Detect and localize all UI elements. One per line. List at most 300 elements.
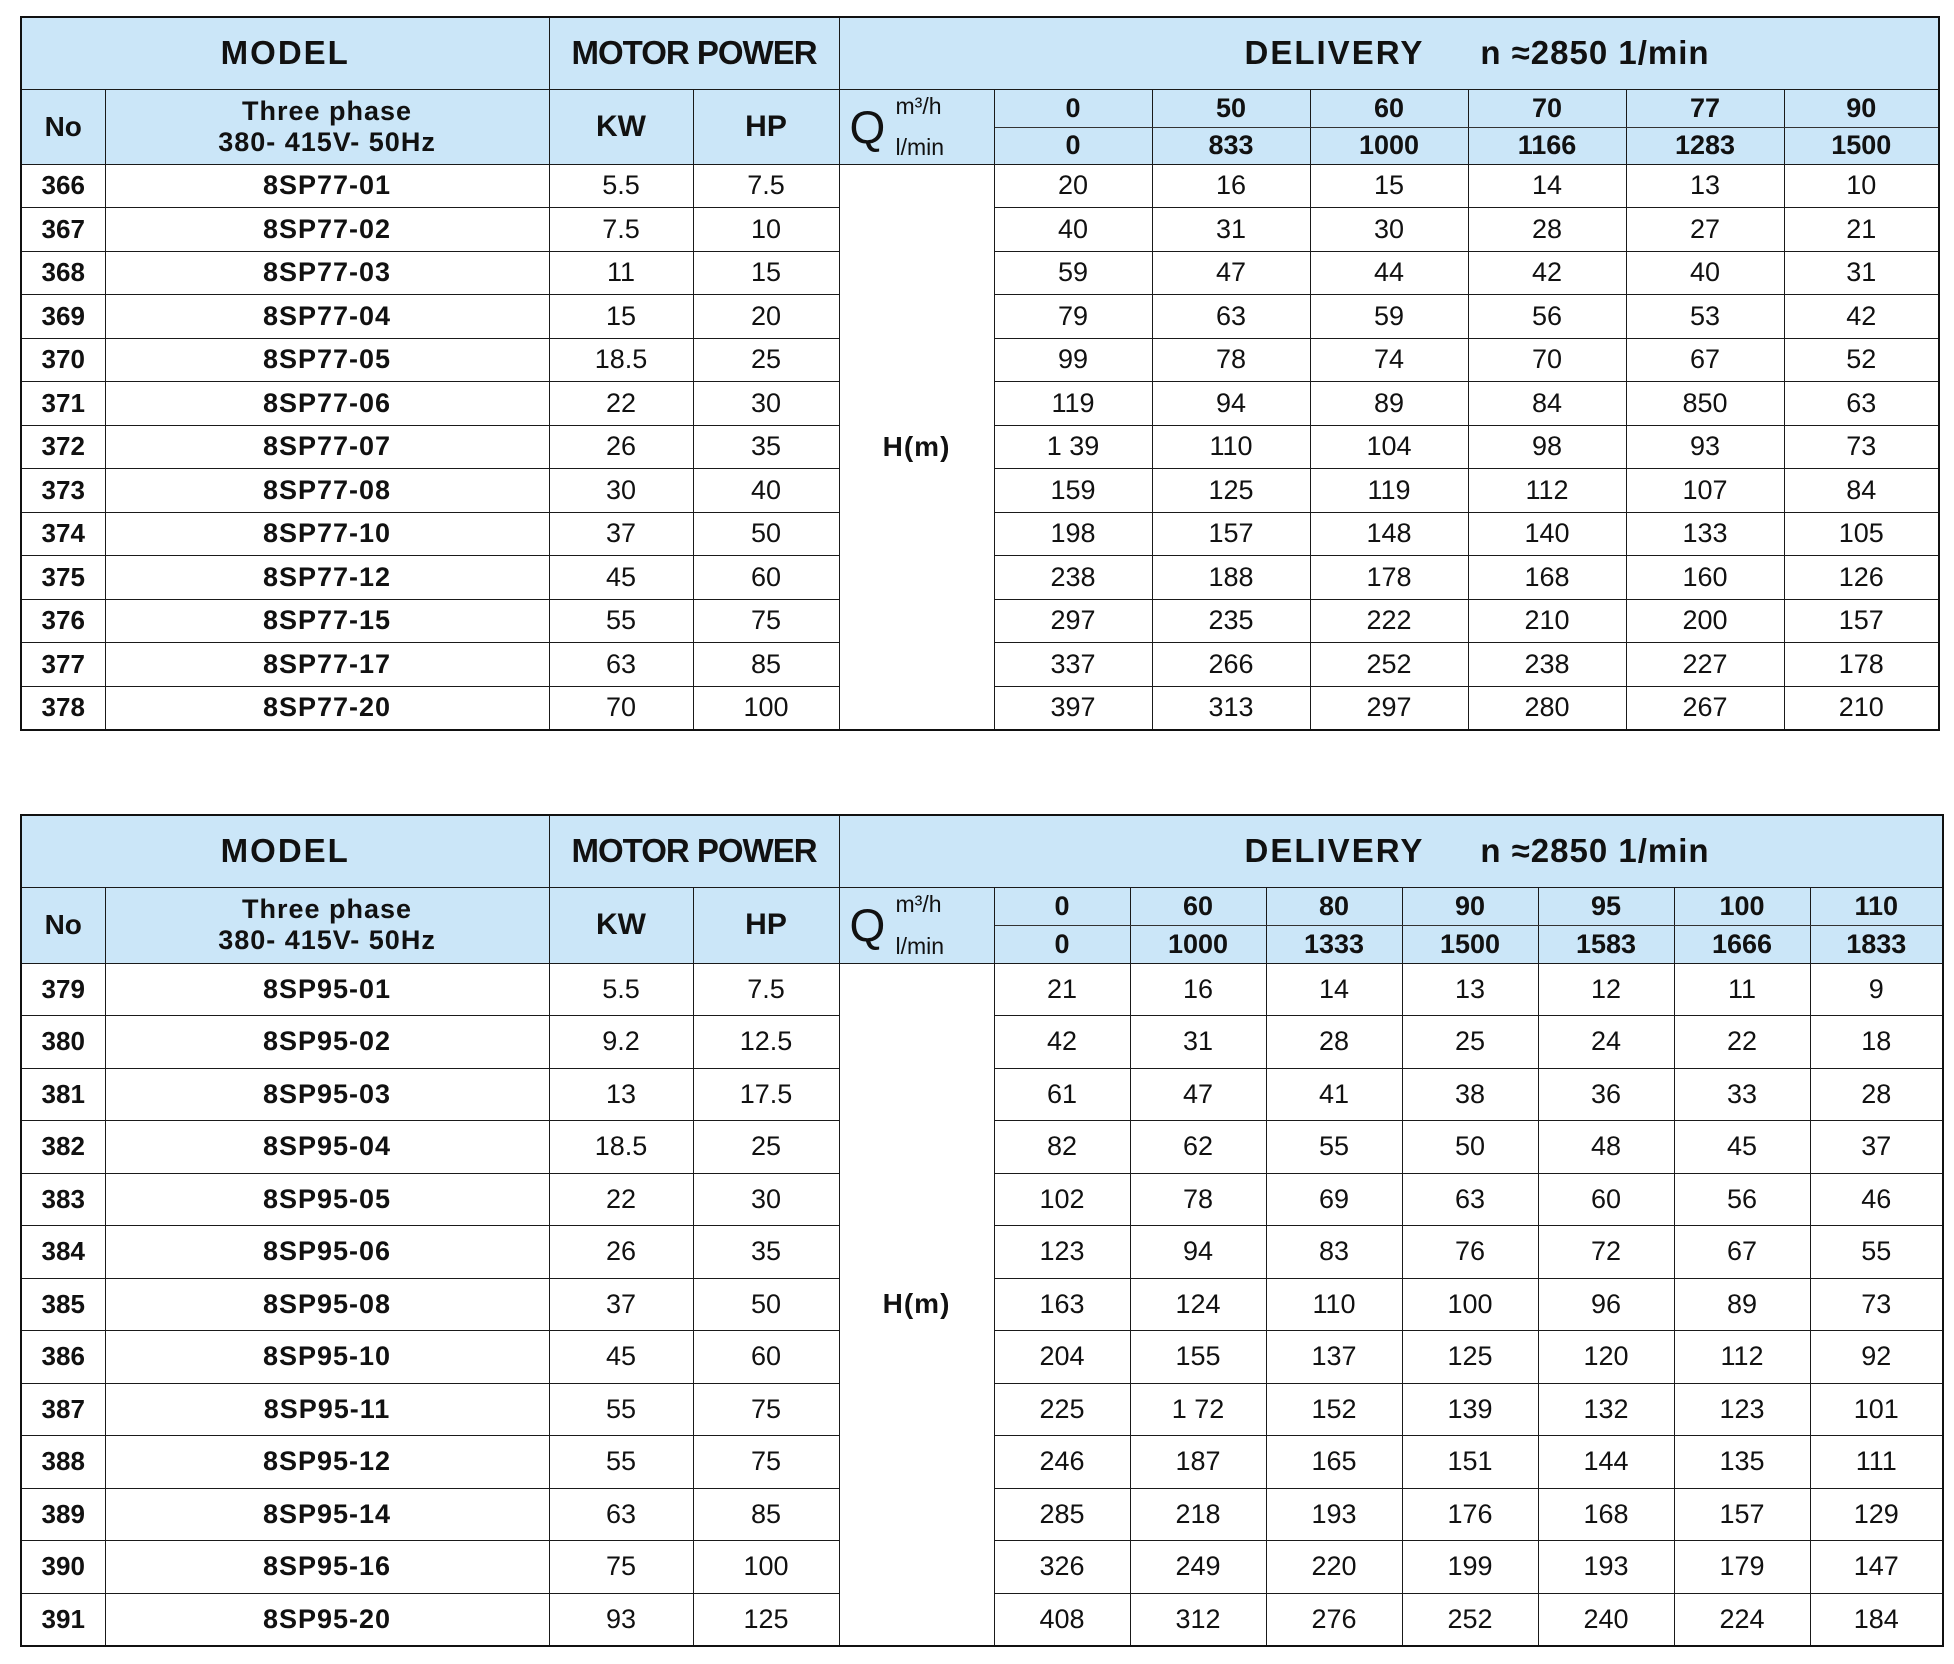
head-value: 45 [1674,1121,1810,1174]
head-value: 155 [1130,1331,1266,1384]
head-value: 31 [1784,251,1939,295]
head-value: 133 [1626,512,1784,556]
head-value: 120 [1538,1331,1674,1384]
head-value: 72 [1538,1226,1674,1279]
row-model: 8SP77-15 [105,599,549,643]
row-model: 8SP77-02 [105,208,549,252]
head-value: 204 [994,1331,1130,1384]
speed-label: n ≈2850 1/min [1480,832,1710,870]
head-value: 36 [1538,1068,1674,1121]
head-value: 69 [1266,1173,1402,1226]
head-value: 93 [1626,425,1784,469]
row-hp: 30 [693,382,839,426]
row-hp: 25 [693,1121,839,1174]
head-value: 59 [1310,295,1468,339]
head-value: 31 [1130,1016,1266,1069]
head-value: 78 [1130,1173,1266,1226]
head-value: 111 [1810,1436,1943,1489]
head-value: 37 [1810,1121,1943,1174]
row-kw: 26 [549,425,693,469]
kw-header: KW [549,89,693,164]
head-value: 139 [1402,1383,1538,1436]
flow-m3h-cell: 60 [1130,887,1266,925]
speed-label: n ≈2850 1/min [1480,34,1710,72]
row-model: 8SP95-12 [105,1436,549,1489]
flow-lmin-cell: 1000 [1130,925,1266,963]
row-hp: 7.5 [693,963,839,1016]
head-value: 55 [1810,1226,1943,1279]
row-model: 8SP77-20 [105,686,549,730]
head-value: 152 [1266,1383,1402,1436]
row-kw: 9.2 [549,1016,693,1069]
flow-lmin-cell: 1000 [1310,127,1468,164]
head-value: 179 [1674,1541,1810,1594]
row-hp: 12.5 [693,1016,839,1069]
pump-table-8sp77 [20,16,1940,731]
head-value: 9 [1810,963,1943,1016]
row-kw: 18.5 [549,1121,693,1174]
phase-header [105,887,549,963]
head-value: 151 [1402,1436,1538,1489]
head-value: 16 [1130,963,1266,1016]
head-value: 92 [1810,1331,1943,1384]
head-value: 31 [1152,208,1310,252]
row-kw: 55 [549,1436,693,1489]
row-no: 387 [21,1383,105,1436]
row-kw: 45 [549,1331,693,1384]
head-value: 159 [994,469,1152,513]
row-kw: 11 [549,251,693,295]
head-value: 112 [1468,469,1626,513]
row-kw: 93 [549,1593,693,1646]
row-no: 388 [21,1436,105,1489]
head-value: 132 [1538,1383,1674,1436]
row-kw: 37 [549,1278,693,1331]
row-hp: 125 [693,1593,839,1646]
head-value: 100 [1402,1278,1538,1331]
head-value: 168 [1468,556,1626,600]
head-value: 14 [1468,164,1626,208]
flow-lmin-cell: 1833 [1810,925,1943,963]
flow-lmin-cell: 0 [994,127,1152,164]
head-value: 42 [1784,295,1939,339]
row-kw: 75 [549,1541,693,1594]
row-model: 8SP95-08 [105,1278,549,1331]
row-hp: 100 [693,686,839,730]
flow-lmin-cell: 1283 [1626,127,1784,164]
row-hp: 85 [693,643,839,687]
row-hp: 17.5 [693,1068,839,1121]
head-value: 13 [1402,963,1538,1016]
head-value: 280 [1468,686,1626,730]
q-symbol: Q [849,899,886,951]
row-model: 8SP77-05 [105,338,549,382]
head-value: 96 [1538,1278,1674,1331]
head-value: 46 [1810,1173,1943,1226]
head-value: 168 [1538,1488,1674,1541]
row-model: 8SP95-03 [105,1068,549,1121]
head-value: 188 [1152,556,1310,600]
head-value: 41 [1266,1068,1402,1121]
head-value: 227 [1626,643,1784,687]
row-no: 386 [21,1331,105,1384]
row-no: 382 [21,1121,105,1174]
flow-lmin-cell: 1500 [1402,925,1538,963]
phase-line-2: 380- 415V- 50Hz [218,126,436,157]
head-value: 21 [994,963,1130,1016]
head-value: 56 [1468,295,1626,339]
head-value: 125 [1152,469,1310,513]
flow-lmin-cell: 1666 [1674,925,1810,963]
head-value: 267 [1626,686,1784,730]
model-header: MODEL [21,815,549,887]
table-row [21,164,1939,208]
head-value: 148 [1310,512,1468,556]
head-value: 47 [1130,1068,1266,1121]
head-value: 101 [1810,1383,1943,1436]
head-value: 123 [994,1226,1130,1279]
row-hp: 75 [693,1436,839,1489]
head-value: 98 [1468,425,1626,469]
flow-m3h-cell: 80 [1266,887,1402,925]
phase-header [105,89,549,164]
head-value: 13 [1626,164,1784,208]
row-hp: 20 [693,295,839,339]
head-value: 110 [1266,1278,1402,1331]
model-header: MODEL [21,17,549,89]
row-kw: 63 [549,1488,693,1541]
row-hp: 75 [693,599,839,643]
q-symbol: Q [849,100,886,153]
row-model: 8SP77-07 [105,425,549,469]
flow-unit-header [839,89,994,164]
head-value: 240 [1538,1593,1674,1646]
row-no: 368 [21,251,105,295]
head-label: H(m) [839,963,994,1646]
unit-m3h: m³/h [895,92,942,119]
row-model: 8SP95-02 [105,1016,549,1069]
head-value: 28 [1810,1068,1943,1121]
row-kw: 55 [549,599,693,643]
head-value: 124 [1130,1278,1266,1331]
row-no: 391 [21,1593,105,1646]
head-value: 850 [1626,382,1784,426]
delivery-label: DELIVERY [1244,832,1425,870]
row-hp: 60 [693,556,839,600]
head-value: 178 [1784,643,1939,687]
row-no: 378 [21,686,105,730]
head-value: 119 [994,382,1152,426]
motor-power-header: MOTOR POWER [549,17,839,89]
head-value: 129 [1810,1488,1943,1541]
flow-lmin-cell: 1333 [1266,925,1402,963]
head-label: H(m) [839,164,994,730]
head-value: 123 [1674,1383,1810,1436]
head-value: 99 [994,338,1152,382]
head-value: 28 [1266,1016,1402,1069]
head-value: 147 [1810,1541,1943,1594]
head-value: 110 [1152,425,1310,469]
head-value: 210 [1784,686,1939,730]
header-row-main [21,17,1939,89]
head-value: 144 [1538,1436,1674,1489]
row-hp: 35 [693,1226,839,1279]
head-value: 187 [1130,1436,1266,1489]
head-value: 11 [1674,963,1810,1016]
head-value: 140 [1468,512,1626,556]
row-kw: 70 [549,686,693,730]
row-kw: 45 [549,556,693,600]
head-value: 94 [1152,382,1310,426]
head-value: 40 [994,208,1152,252]
head-value: 220 [1266,1541,1402,1594]
row-no: 376 [21,599,105,643]
header-row-main [21,815,1943,887]
head-value: 125 [1402,1331,1538,1384]
head-value: 225 [994,1383,1130,1436]
row-no: 374 [21,512,105,556]
row-hp: 15 [693,251,839,295]
row-model: 8SP95-01 [105,963,549,1016]
head-value: 21 [1784,208,1939,252]
head-value: 224 [1674,1593,1810,1646]
head-value: 18 [1810,1016,1943,1069]
row-model: 8SP77-04 [105,295,549,339]
row-no: 373 [21,469,105,513]
head-value: 28 [1468,208,1626,252]
flow-m3h-cell: 77 [1626,89,1784,127]
flow-m3h-cell: 110 [1810,887,1943,925]
row-model: 8SP95-10 [105,1331,549,1384]
head-value: 48 [1538,1121,1674,1174]
row-model: 8SP77-12 [105,556,549,600]
head-value: 184 [1810,1593,1943,1646]
hp-header: HP [693,89,839,164]
flow-unit-header [839,887,994,963]
head-value: 193 [1538,1541,1674,1594]
head-value: 52 [1784,338,1939,382]
head-value: 266 [1152,643,1310,687]
head-value: 12 [1538,963,1674,1016]
row-hp: 25 [693,338,839,382]
head-value: 157 [1674,1488,1810,1541]
head-value: 47 [1152,251,1310,295]
head-value: 137 [1266,1331,1402,1384]
delivery-label: DELIVERY [1244,34,1425,72]
head-value: 60 [1538,1173,1674,1226]
row-model: 8SP77-10 [105,512,549,556]
head-value: 119 [1310,469,1468,513]
row-no: 371 [21,382,105,426]
row-no: 379 [21,963,105,1016]
row-model: 8SP77-06 [105,382,549,426]
head-value: 246 [994,1436,1130,1489]
head-value: 157 [1784,599,1939,643]
motor-power-header: MOTOR POWER [549,815,839,887]
head-value: 326 [994,1541,1130,1594]
head-value: 25 [1402,1016,1538,1069]
head-value: 297 [994,599,1152,643]
head-value: 76 [1402,1226,1538,1279]
head-value: 249 [1130,1541,1266,1594]
head-value: 84 [1468,382,1626,426]
head-value: 63 [1402,1173,1538,1226]
row-hp: 75 [693,1383,839,1436]
phase-line-2: 380- 415V- 50Hz [218,925,436,955]
head-value: 235 [1152,599,1310,643]
flow-m3h-cell: 0 [994,89,1152,127]
row-kw: 30 [549,469,693,513]
head-value: 176 [1402,1488,1538,1541]
row-hp: 100 [693,1541,839,1594]
row-no: 375 [21,556,105,600]
table-row [21,963,1943,1016]
flow-m3h-cell: 100 [1674,887,1810,925]
hp-header: HP [693,887,839,963]
row-kw: 37 [549,512,693,556]
kw-header: KW [549,887,693,963]
head-value: 15 [1310,164,1468,208]
head-value: 157 [1152,512,1310,556]
head-value: 199 [1402,1541,1538,1594]
head-value: 16 [1152,164,1310,208]
head-value: 1 72 [1130,1383,1266,1436]
head-value: 313 [1152,686,1310,730]
row-kw: 15 [549,295,693,339]
unit-lmin: l/min [895,133,945,160]
head-value: 89 [1310,382,1468,426]
row-kw: 26 [549,1226,693,1279]
head-value: 73 [1810,1278,1943,1331]
row-model: 8SP95-11 [105,1383,549,1436]
head-value: 27 [1626,208,1784,252]
unit-m3h: m³/h [895,890,942,917]
flow-m3h-cell: 60 [1310,89,1468,127]
head-value: 78 [1152,338,1310,382]
head-value: 79 [994,295,1152,339]
flow-m3h-cell: 95 [1538,887,1674,925]
head-value: 126 [1784,556,1939,600]
head-value: 105 [1784,512,1939,556]
flow-lmin-cell: 1166 [1468,127,1626,164]
delivery-header [839,17,1939,89]
head-value: 107 [1626,469,1784,513]
head-value: 252 [1310,643,1468,687]
head-value: 74 [1310,338,1468,382]
flow-m3h-cell: 70 [1468,89,1626,127]
head-value: 20 [994,164,1152,208]
row-kw: 18.5 [549,338,693,382]
row-no: 370 [21,338,105,382]
row-no: 366 [21,164,105,208]
row-model: 8SP95-06 [105,1226,549,1279]
pump-table-8sp95 [20,814,1944,1647]
flow-m3h-cell: 0 [994,887,1130,925]
head-value: 38 [1402,1068,1538,1121]
row-model: 8SP95-20 [105,1593,549,1646]
row-hp: 10 [693,208,839,252]
row-hp: 50 [693,512,839,556]
head-value: 40 [1626,251,1784,295]
flow-lmin-cell: 1583 [1538,925,1674,963]
row-model: 8SP95-16 [105,1541,549,1594]
row-no: 384 [21,1226,105,1279]
head-value: 408 [994,1593,1130,1646]
phase-line-1: Three phase [241,894,413,924]
row-model: 8SP95-14 [105,1488,549,1541]
head-value: 198 [994,512,1152,556]
head-value: 61 [994,1068,1130,1121]
flow-lmin-cell: 833 [1152,127,1310,164]
head-value: 53 [1626,295,1784,339]
head-value: 200 [1626,599,1784,643]
head-value: 312 [1130,1593,1266,1646]
head-value: 14 [1266,963,1402,1016]
flow-m3h-cell: 90 [1402,887,1538,925]
row-kw: 7.5 [549,208,693,252]
row-kw: 22 [549,382,693,426]
row-no: 367 [21,208,105,252]
delivery-header [839,815,1943,887]
head-value: 252 [1402,1593,1538,1646]
row-kw: 55 [549,1383,693,1436]
flow-lmin-cell: 0 [994,925,1130,963]
row-no: 369 [21,295,105,339]
row-no: 380 [21,1016,105,1069]
head-value: 63 [1784,382,1939,426]
head-value: 67 [1626,338,1784,382]
head-value: 89 [1674,1278,1810,1331]
row-kw: 13 [549,1068,693,1121]
head-value: 238 [1468,643,1626,687]
header-row-flow-m3h [21,89,1939,127]
head-value: 33 [1674,1068,1810,1121]
head-value: 104 [1310,425,1468,469]
header-row-flow-m3h [21,887,1943,925]
phase-line-1: Three phase [241,95,413,126]
head-value: 59 [994,251,1152,295]
flow-m3h-cell: 50 [1152,89,1310,127]
flow-m3h-cell: 90 [1784,89,1939,127]
head-value: 44 [1310,251,1468,295]
head-value: 210 [1468,599,1626,643]
head-value: 160 [1626,556,1784,600]
row-kw: 22 [549,1173,693,1226]
row-no: 381 [21,1068,105,1121]
head-value: 165 [1266,1436,1402,1489]
head-value: 163 [994,1278,1130,1331]
no-header: No [21,887,105,963]
row-model: 8SP77-01 [105,164,549,208]
head-value: 63 [1152,295,1310,339]
row-kw: 63 [549,643,693,687]
row-hp: 7.5 [693,164,839,208]
row-no: 390 [21,1541,105,1594]
head-value: 94 [1130,1226,1266,1279]
row-no: 377 [21,643,105,687]
row-hp: 30 [693,1173,839,1226]
row-no: 389 [21,1488,105,1541]
head-value: 135 [1674,1436,1810,1489]
unit-lmin: l/min [895,932,945,959]
head-value: 55 [1266,1121,1402,1174]
head-value: 178 [1310,556,1468,600]
head-value: 102 [994,1173,1130,1226]
row-kw: 5.5 [549,164,693,208]
head-value: 24 [1538,1016,1674,1069]
row-model: 8SP95-04 [105,1121,549,1174]
flow-lmin-cell: 1500 [1784,127,1939,164]
